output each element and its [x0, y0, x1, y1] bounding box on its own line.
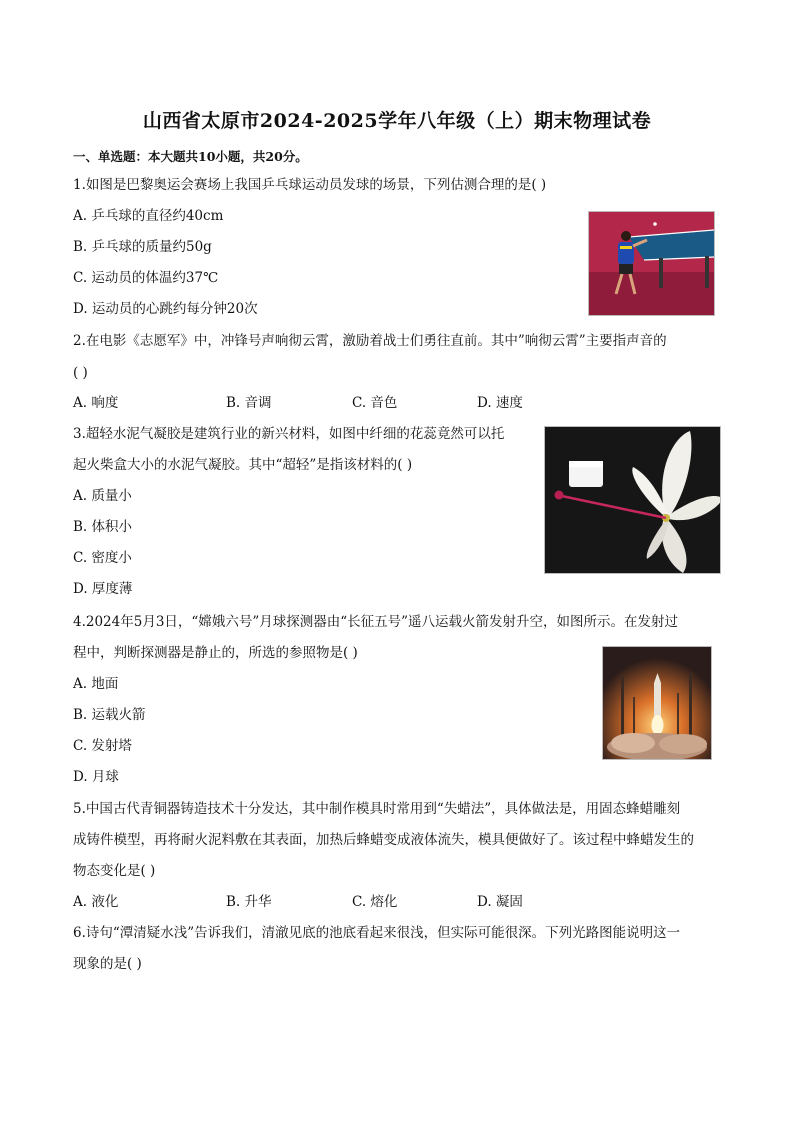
question-5-stem-line-3: 物态变化是( ): [73, 863, 156, 879]
table-tennis-photo: [588, 211, 715, 316]
question-3-stem-line-2: 起火柴盒大小的水泥气凝胶。其中“超轻”是指该材料的( ): [73, 457, 413, 473]
question-4-option-d: D. 月球: [73, 769, 119, 785]
question-2-option-d: D. 速度: [477, 395, 523, 411]
question-3-stem-line-1: 3.超轻水泥气凝胶是建筑行业的新兴材料，如图中纤细的花蕊竟然可以托: [73, 426, 505, 442]
question-3-option-c: C. 密度小: [73, 550, 132, 566]
section-heading: 一、单选题：本大题共10小题，共20分。: [73, 149, 308, 164]
question-3-option-d: D. 厚度薄: [73, 581, 133, 597]
question-6-stem-line-2: 现象的是( ): [73, 956, 142, 972]
question-2-option-a: A. 响度: [73, 395, 119, 411]
question-1-option-a: A. 乒乓球的直径约40cm: [73, 208, 224, 224]
aerogel-flower-photo: [544, 426, 721, 574]
page-title: 山西省太原市2024-2025学年八年级（上）期末物理试卷: [142, 110, 652, 132]
question-5-stem-line-1: 5.中国古代青铜器铸造技术十分发达，其中制作模具时常用到“失蜡法”，具体做法是，用固态蜂蜡雕刻: [73, 801, 681, 817]
question-4-option-c: C. 发射塔: [73, 738, 132, 754]
question-6-stem-line-1: 6.诗句“潭清疑水浅”告诉我们，清澈见底的池底看起来很浅，但实际可能很深。下列光路图能说明这一: [73, 925, 681, 941]
question-4-stem-line-1: 4.2024年5月3日，“嫦娥六号”月球探测器由“长征五号”遥八运载火箭发射升空，如图所示。在发射过: [73, 614, 679, 630]
question-5-option-b: B. 升华: [226, 894, 272, 910]
question-2-option-b: B. 音调: [226, 395, 272, 411]
question-2-stem: 2.在电影《志愿军》中，冲锋号声响彻云霄，激励着战士们勇往直前。其中”响彻云霄”主要指声音的: [73, 333, 667, 349]
question-5-option-d: D. 凝固: [477, 894, 523, 910]
question-1-option-d: D. 运动员的心跳约每分钟20次: [73, 301, 258, 317]
question-1-stem: 1.如图是巴黎奥运会赛场上我国乒乓球运动员发球的场景，下列估测合理的是( ): [73, 177, 547, 193]
question-3-option-b: B. 体积小: [73, 519, 133, 535]
question-4-stem-line-2: 程中，判断探测器是静止的，所选的参照物是( ): [73, 645, 358, 661]
question-2-paren: ( ): [73, 365, 88, 381]
rocket-launch-photo: [602, 646, 712, 760]
question-1-option-b: B. 乒乓球的质量约50g: [73, 239, 212, 255]
question-1-option-c: C. 运动员的体温约37℃: [73, 270, 219, 286]
question-5-option-c: C. 熔化: [352, 894, 398, 910]
question-5-stem-line-2: 成铸件模型，再将耐火泥料敷在其表面，加热后蜂蜡变成液体流失，模具便做好了。该过程中蜂蜡发生的: [73, 832, 694, 848]
question-2-option-c: C. 音色: [352, 395, 398, 411]
question-3-option-a: A. 质量小: [73, 488, 132, 504]
question-5-option-a: A. 液化: [73, 894, 119, 910]
question-4-option-a: A. 地面: [73, 676, 119, 692]
question-4-option-b: B. 运载火箭: [73, 707, 146, 723]
